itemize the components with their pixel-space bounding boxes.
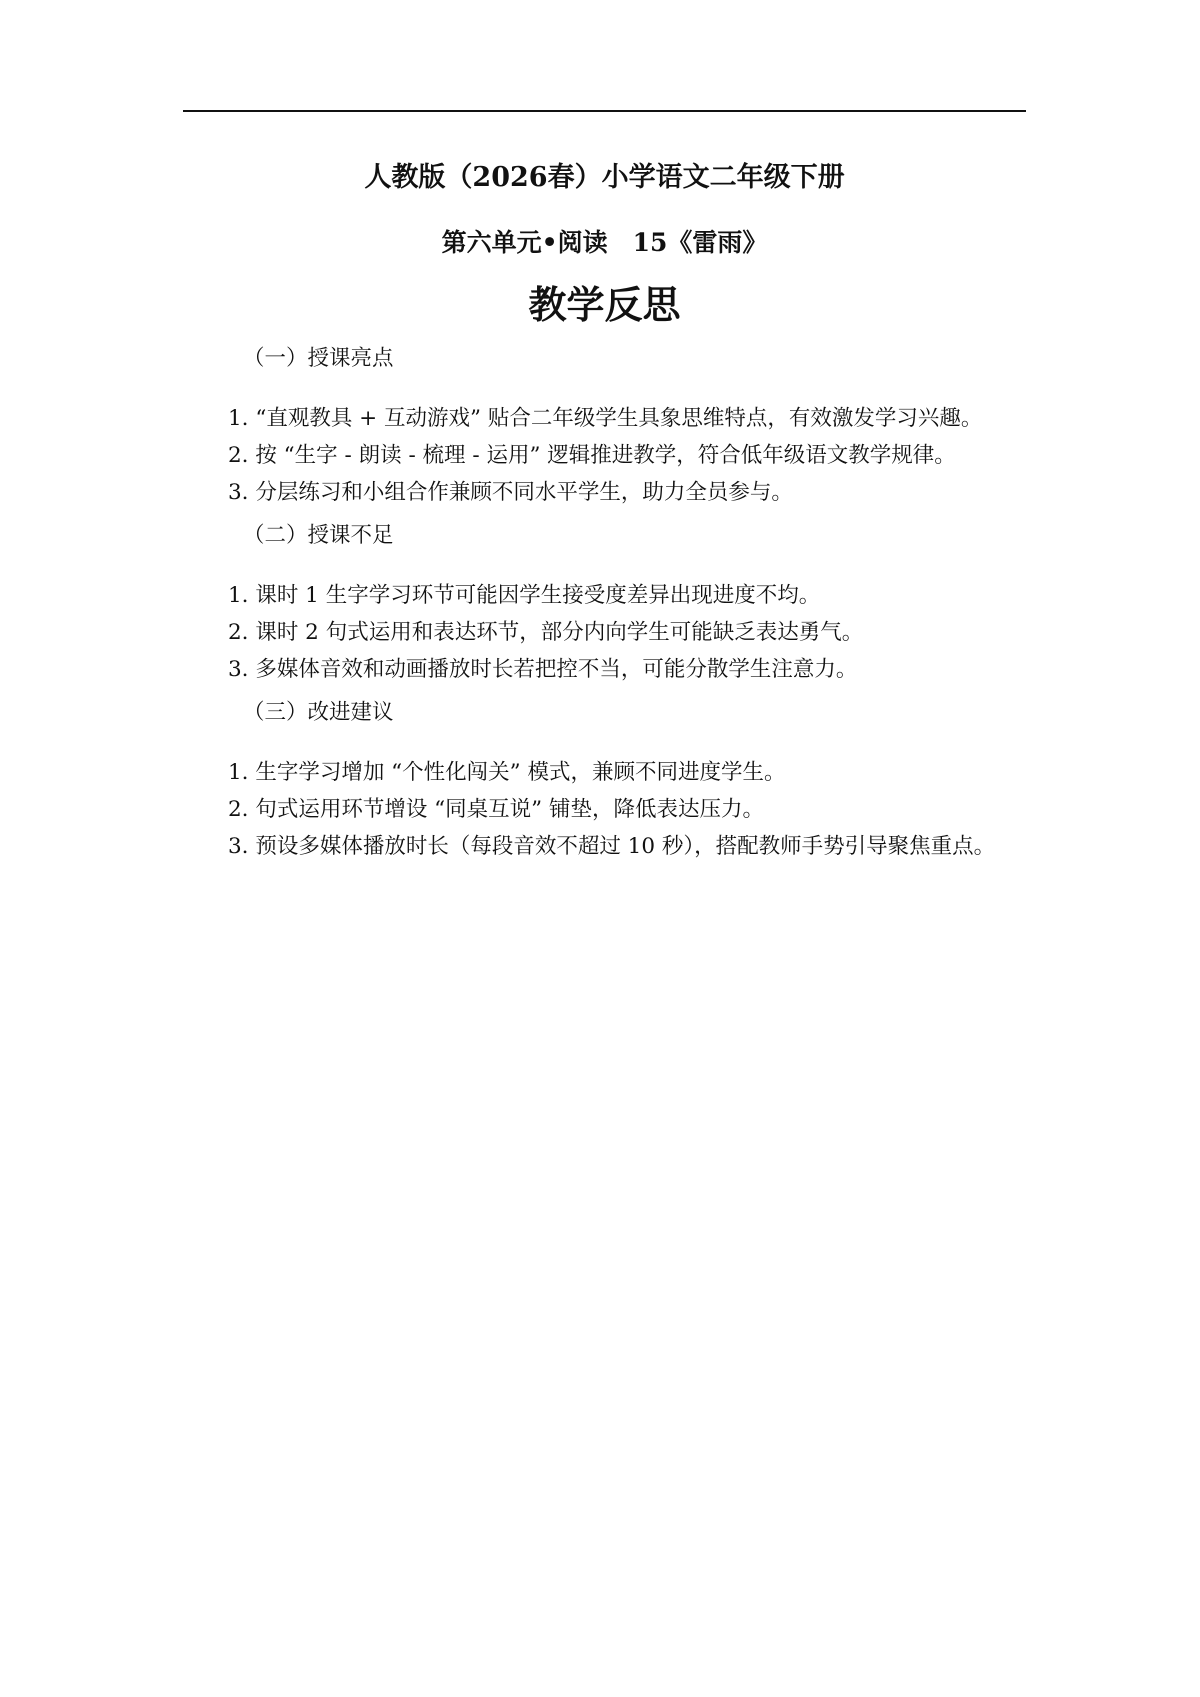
list-item: 3. 多媒体音效和动画播放时长若把控不当，可能分散学生注意力。 [228,657,858,682]
list-item: 1. “直观教具 + 互动游戏” 贴合二年级学生具象思维特点，有效激发学习兴趣。 [228,406,983,431]
document-title-line2: 第六单元•阅读 15《雷雨》 [441,228,768,257]
document-body [183,340,1026,865]
list-item: 3. 分层练习和小组合作兼顾不同水平学生，助力全员参与。 [228,480,793,505]
list-item: 2. 按 “生字 - 朗读 - 梳理 - 运用” 逻辑推进教学，符合低年级语文教学规律。 [228,443,956,468]
section-heading-shortcomings: （二）授课不足 [243,523,394,548]
section-heading-highlights: （一）授课亮点 [243,346,394,371]
list-item: 1. 生字学习增加 “个性化闯关” 模式，兼顾不同进度学生。 [228,760,786,785]
header-rule [183,110,1026,112]
list-item: 1. 课时 1 生字学习环节可能因学生接受度差异出现进度不均。 [228,583,821,608]
document-title-line1: 人教版（2026春）小学语文二年级下册 [364,162,845,193]
list-item: 3. 预设多媒体播放时长（每段音效不超过 10 秒），搭配教师手势引导聚焦重点。 [228,834,996,859]
list-item: 2. 句式运用环节增设 “同桌互说” 铺垫，降低表达压力。 [228,797,765,822]
document-title-main: 教学反思 [528,282,681,327]
list-item: 2. 课时 2 句式运用和表达环节，部分内向学生可能缺乏表达勇气。 [228,620,864,645]
section-heading-suggestions: （三）改进建议 [243,700,394,725]
